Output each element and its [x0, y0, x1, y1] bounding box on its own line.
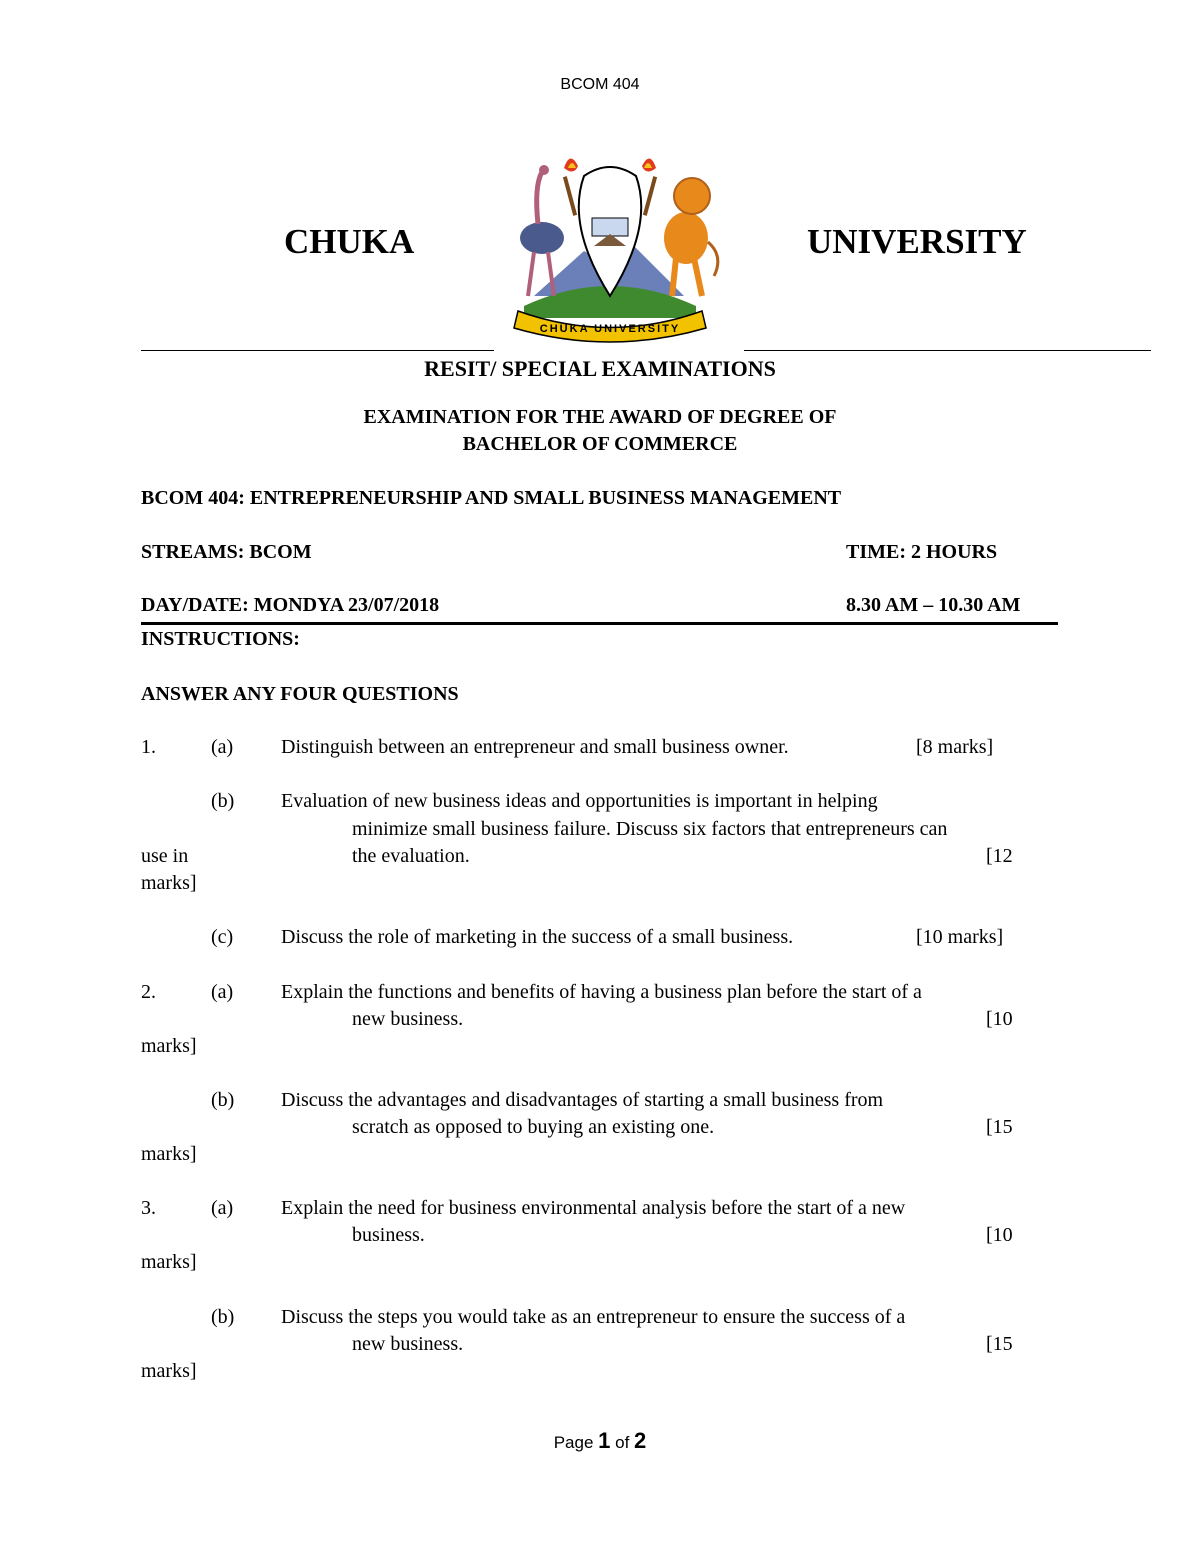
q3b-label: (b)	[211, 1306, 235, 1328]
q3b-marks-open: [15	[986, 1333, 1013, 1355]
q3a-marks-close: marks]	[141, 1251, 197, 1273]
header-rule-right	[744, 350, 1151, 351]
q1b-line-2: minimize small business failure. Discuss six factors that entrepreneurs can	[352, 818, 948, 840]
q1b-label: (b)	[211, 790, 235, 812]
university-name-left: CHUKA	[284, 222, 415, 261]
header-course-code: BCOM 404	[560, 76, 640, 93]
q2b-line-2: scratch as opposed to buying an existing one.	[352, 1116, 715, 1138]
university-crest-logo	[494, 146, 726, 346]
q3b-line-2: new business.	[352, 1333, 464, 1355]
header-rule-left	[141, 350, 494, 351]
footer-total-pages: 2	[634, 1428, 647, 1453]
award-line-2: BACHELOR OF COMMERCE	[462, 433, 738, 455]
q1a-text: Distinguish between an entrepreneur and small business owner.	[281, 736, 789, 758]
q2a-marks-close: marks]	[141, 1035, 197, 1057]
q2b-marks-open: [15	[986, 1116, 1013, 1138]
instructions-heading: INSTRUCTIONS:	[141, 628, 300, 650]
q3b-line-1: Discuss the steps you would take as an entrepreneur to ensure the success of a	[281, 1306, 906, 1328]
crest-ribbon-text: CHUKA UNIVERSITY	[539, 323, 681, 335]
q1c-label: (c)	[211, 926, 234, 948]
q1b-marks-close: marks]	[141, 872, 197, 894]
q3a-line-2: business.	[352, 1224, 425, 1246]
q3a-label: (a)	[211, 1197, 234, 1219]
q1b-line-3: the evaluation.	[352, 845, 470, 867]
award-line-1: EXAMINATION FOR THE AWARD OF DEGREE OF	[363, 406, 837, 428]
q2b-label: (b)	[211, 1089, 235, 1111]
time-label: TIME: 2 HOURS	[846, 541, 998, 563]
page-footer	[0, 1428, 1200, 1454]
q1b-line-3-prefix: use in	[141, 845, 189, 867]
date-label: DAY/DATE: MONDYA 23/07/2018	[141, 594, 440, 616]
q1c-marks: [10 marks]	[916, 926, 1004, 948]
footer-page-word: Page	[553, 1433, 594, 1452]
exam-type-title: RESIT/ SPECIAL EXAMINATIONS	[424, 356, 776, 381]
q2a-line-2: new business.	[352, 1008, 464, 1030]
q1b-marks-open: [12	[986, 845, 1013, 867]
meta-divider	[141, 622, 1058, 625]
q1a-label: (a)	[211, 736, 234, 758]
instructions-text: ANSWER ANY FOUR QUESTIONS	[141, 683, 459, 705]
q2a-line-1: Explain the functions and benefits of having a business plan before the start of a	[281, 981, 922, 1003]
university-name-right: UNIVERSITY	[807, 222, 1027, 261]
streams-label: STREAMS: BCOM	[141, 541, 312, 563]
footer-current-page: 1	[598, 1428, 611, 1453]
course-title: BCOM 404: ENTREPRENEURSHIP AND SMALL BUSINESS MANAGEMENT	[141, 487, 842, 509]
footer-of-word: of	[615, 1433, 630, 1452]
q2a-label: (a)	[211, 981, 234, 1003]
q2a-marks-open: [10	[986, 1008, 1013, 1030]
q3b-marks-close: marks]	[141, 1360, 197, 1382]
exam-hours: 8.30 AM – 10.30 AM	[846, 594, 1021, 616]
q2b-marks-close: marks]	[141, 1143, 197, 1165]
q3a-marks-open: [10	[986, 1224, 1013, 1246]
q1c-text: Discuss the role of marketing in the success of a small business.	[281, 926, 794, 948]
q3a-line-1: Explain the need for business environmental analysis before the start of a new	[281, 1197, 906, 1219]
question-1-number: 1.	[141, 736, 156, 758]
q2b-line-1: Discuss the advantages and disadvantages of starting a small business from	[281, 1089, 884, 1111]
q1a-marks: [8 marks]	[916, 736, 994, 758]
q1b-line-1: Evaluation of new business ideas and opportunities is important in helping	[281, 790, 878, 812]
question-3-number: 3.	[141, 1197, 156, 1219]
question-2-number: 2.	[141, 981, 156, 1003]
